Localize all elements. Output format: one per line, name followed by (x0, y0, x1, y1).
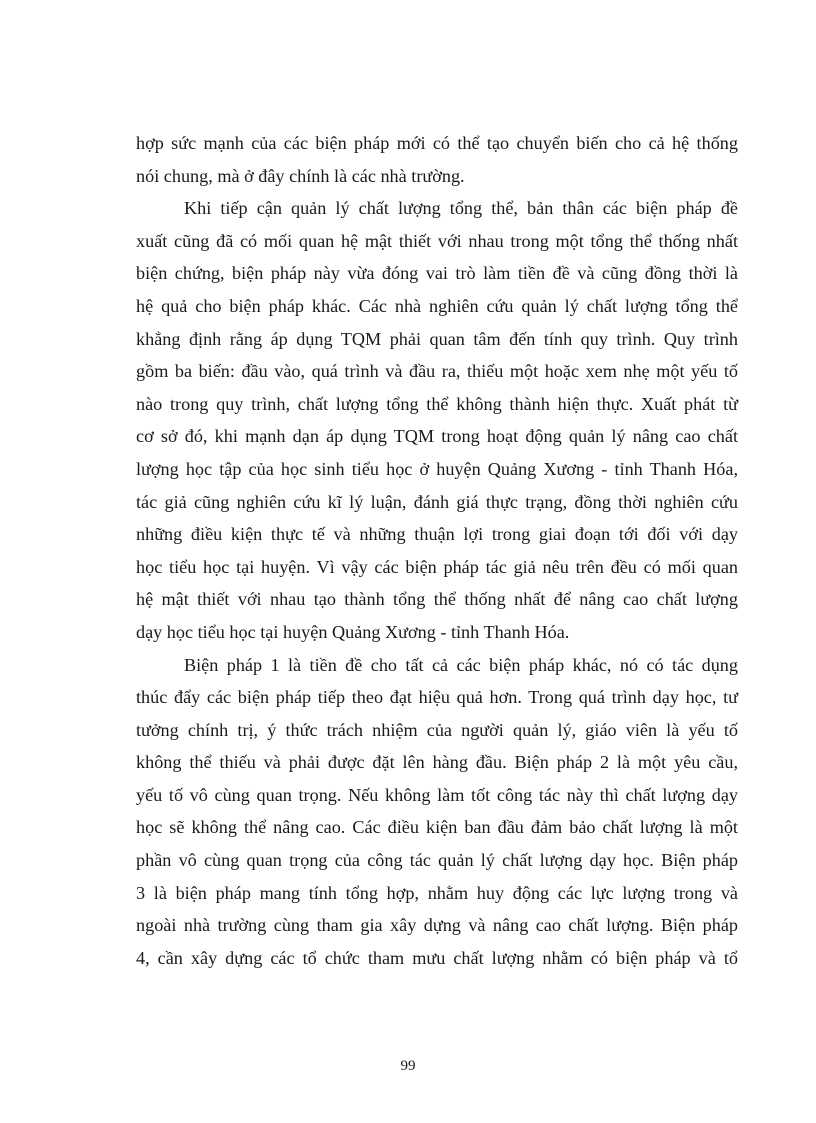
text-line: biện chứng, biện pháp này vừa đóng vai trò làm tiền đề và cũng đồng thời là (136, 263, 738, 284)
text-line: không thể thiếu và phải được đặt lên hàng đầu. Biện pháp 2 là một yêu cầu, (136, 752, 738, 773)
text-line: tưởng chính trị, ý thức trách nhiệm của người quản lý, giáo viên là yếu tố (136, 719, 738, 740)
text-line: những điều kiện thực tế và những thuận lợi trong giai đoạn tới đối với dạy (136, 524, 738, 545)
text-line: Khi tiếp cận quản lý chất lượng tổng thể, bản thân các biện pháp đề (184, 198, 738, 219)
paragraph (136, 649, 738, 975)
text-line: phần vô cùng quan trọng của công tác quản lý chất lượng dạy học. Biện pháp (136, 850, 738, 871)
body-text (136, 127, 738, 974)
text-line: tác giả cũng nghiên cứu kĩ lý luận, đánh giá thực trạng, đồng thời nghiên cứu (136, 491, 738, 512)
text-line: cơ sở đó, khi mạnh dạn áp dụng TQM trong hoạt động quản lý nâng cao chất (136, 426, 738, 447)
text-line: Biện pháp 1 là tiền đề cho tất cả các biện pháp khác, nó có tác dụng (184, 654, 738, 675)
paragraph (136, 127, 738, 192)
text-line: nào trong quy trình, chất lượng tổng thể không thành hiện thực. Xuất phát từ (136, 393, 738, 414)
text-line: nói chung, mà ở đây chính là các nhà trường. (136, 165, 465, 186)
text-line: 3 là biện pháp mang tính tổng hợp, nhằm huy động các lực lượng trong và (136, 882, 738, 903)
page-number: 99 (400, 1058, 416, 1074)
text-line: hợp sức mạnh của các biện pháp mới có thể tạo chuyển biến cho cả hệ thống (136, 133, 738, 153)
text-line: thúc đẩy các biện pháp tiếp theo đạt hiệu quả hơn. Trong quá trình dạy học, tư (136, 687, 738, 708)
text-line: học sẽ không thể nâng cao. Các điều kiện ban đầu đảm bảo chất lượng là một (136, 817, 738, 838)
text-line: học tiểu học tại huyện. Vì vậy các biện pháp tác giả nêu trên đều có mối quan (136, 556, 738, 577)
text-line: hệ mật thiết với nhau tạo thành tổng thể thống nhất để nâng cao chất lượng (136, 589, 738, 610)
text-line: yếu tố vô cùng quan trọng. Nếu không làm tốt công tác này thì chất lượng dạy (136, 784, 738, 805)
text-line: dạy học tiểu học tại huyện Quảng Xương - tỉnh Thanh Hóa. (136, 621, 570, 642)
text-line: khẳng định rằng áp dụng TQM phải quan tâm đến tính quy trình. Quy trình (136, 328, 738, 349)
text-line: 4, cần xây dựng các tổ chức tham mưu chất lượng nhằm có biện pháp và tổ (136, 947, 738, 968)
text-line: xuất cũng đã có mối quan hệ mật thiết với nhau trong một tổng thể thống nhất (136, 230, 738, 251)
text-line: gồm ba biến: đầu vào, quá trình và đầu ra, thiếu một hoặc xem nhẹ một yếu tố (136, 361, 738, 382)
text-line: ngoài nhà trường cùng tham gia xây dựng và nâng cao chất lượng. Biện pháp (136, 915, 738, 936)
text-line: hệ quả cho biện pháp khác. Các nhà nghiên cứu quản lý chất lượng tổng thể (136, 295, 738, 316)
paragraph (136, 192, 738, 648)
text-line: lượng học tập của học sinh tiểu học ở huyện Quảng Xương - tỉnh Thanh Hóa, (136, 458, 738, 479)
